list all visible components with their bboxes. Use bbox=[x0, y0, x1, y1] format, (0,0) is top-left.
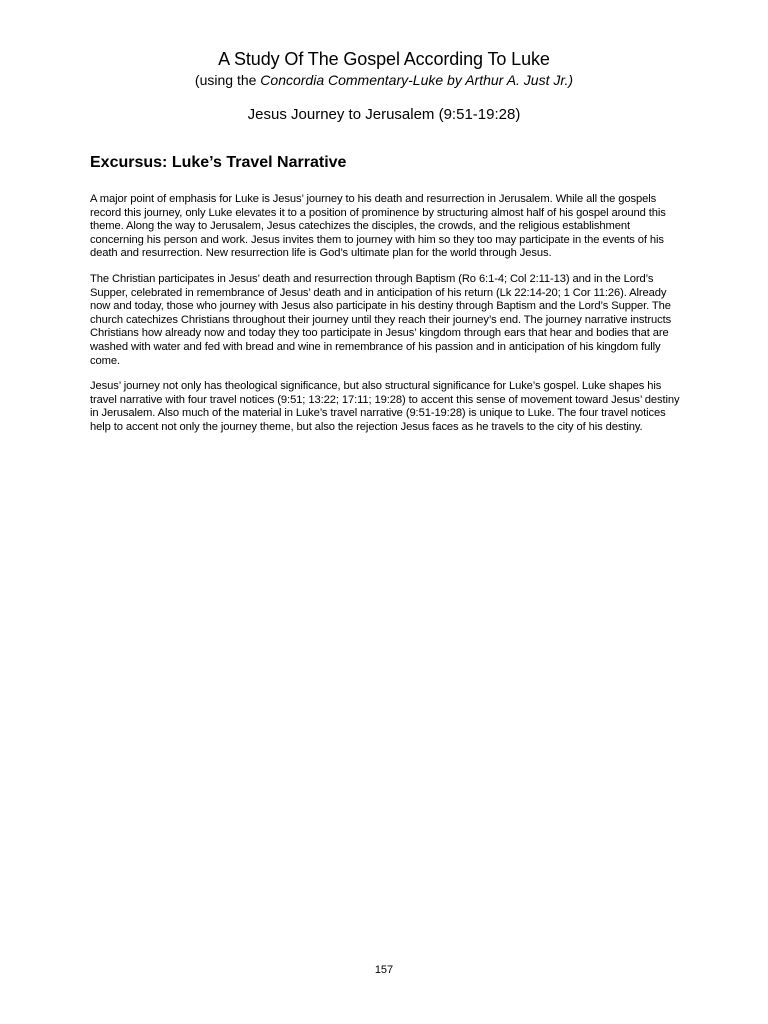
paragraph: Jesus’ journey not only has theological significance, but also structural significance for Luke’s gospel. Luke shapes his travel narrative with four travel notices (9:51; 13:22; 17:11; 19:28) to accent this sense of movement toward Jesus’ destiny in Jerusalem. Also much of the material in Luke’s travel narrative (9:51-19:28) is unique to Luke. The four travel notices help to accent not only the journey theme, but also the rejection Jesus faces as he travels to the city of his destiny. bbox=[90, 380, 680, 433]
excursus-heading: Excursus: Luke’s Travel Narrative bbox=[90, 154, 347, 171]
body-text bbox=[90, 193, 680, 447]
section-title: Jesus Journey to Jerusalem (9:51-19:28) bbox=[247, 106, 521, 123]
paragraph: The Christian participates in Jesus’ death and resurrection through Baptism (Ro 6:1-4; Col 2:11-13) and in the Lord’s Supper, celebrated in remembrance of Jesus’ death and in anticipation of his return (Lk 22:14-20; 1 Cor 11:26). Already now and today, those who journey with Jesus also participate in his destiny through Baptism and the Lord’s Supper. The church catechizes Christians throughout their journey until they reach their journey’s end. The journey narrative instructs Christians how already now and today they too participate in Jesus’ kingdom through ears that hear and bodies that are washed with water and fed with bread and wine in remembrance of his passion and in anticipation of his kingdom fully come. bbox=[90, 272, 672, 367]
document-subtitle bbox=[0, 71, 768, 89]
subtitle-source: Concordia Commentary-Luke by Arthur A. Just Jr.) bbox=[260, 72, 574, 88]
document-title: A Study Of The Gospel According To Luke bbox=[218, 49, 550, 69]
page-number: 157 bbox=[374, 964, 394, 976]
subtitle-prefix: (using the bbox=[194, 72, 261, 88]
paragraph: A major point of emphasis for Luke is Jesus’ journey to his death and resurrection in Jerusalem. While all the gospels record this journey, only Luke elevates it to a position of prominence by structuring almost half of his gospel around this theme. Along the way to Jerusalem, Jesus catechizes the disciples, the crowds, and the religious establishment concerning his person and work. Jesus invites them to journey with him so they too may participate in the events of his death and resurrection. New resurrection life is God’s ultimate plan for the world through Jesus. bbox=[90, 193, 666, 260]
